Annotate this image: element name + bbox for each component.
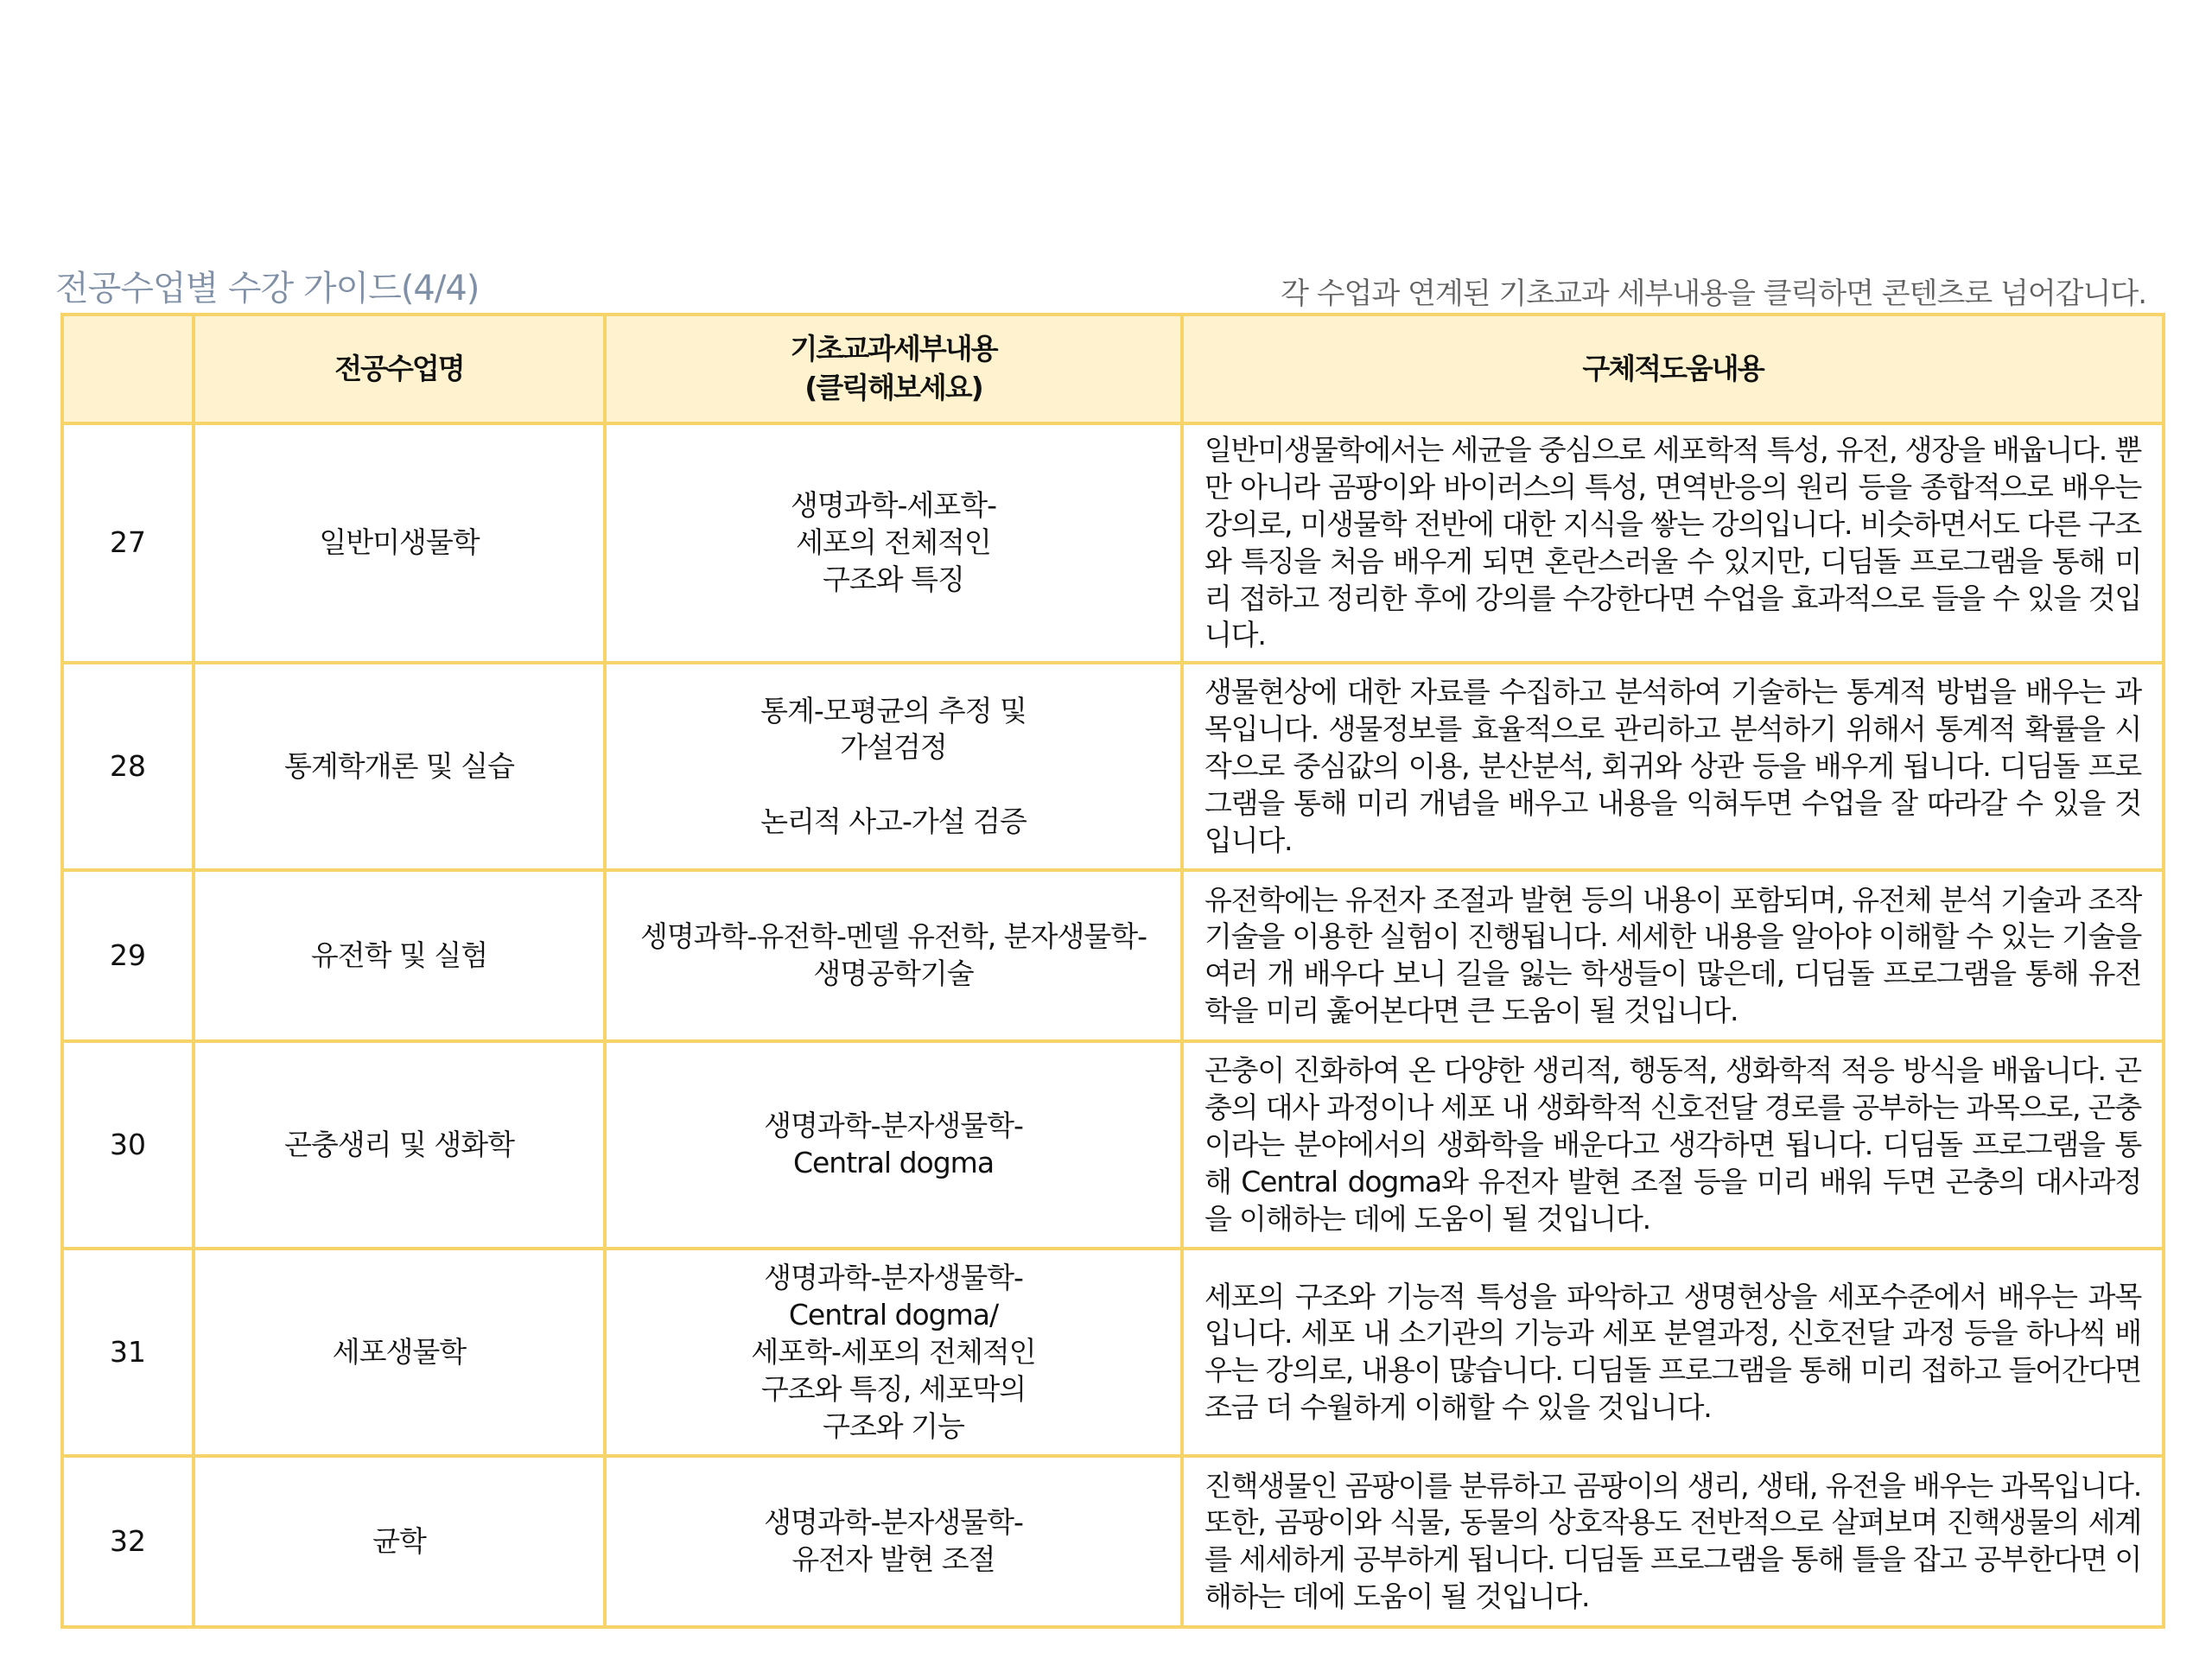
table-row [62,870,2164,1041]
detail-description: 진핵생물인 곰팡이를 분류하고 곰팡이의 생리, 생태, 유전을 배우는 과목입니다. 또한, 곰팡이와 식물, 동물의 상호작용도 전반적으로 살펴보며 진핵생물의 세계를 세세하게 공부하게 됩니다. 디딤돌 프로그램을 통해 틀을 잡고 공부한다면 이해하는 데에 도움이 될 것입니다. [1182,1456,2164,1627]
detail-description: 세포의 구조와 기능적 특성을 파악하고 생명현상을 세포수준에서 배우는 과목입니다. 세포 내 소기관의 기능과 세포 분열과정, 신호전달 과정 등을 하나씩 배우는 강의로, 내용이 많습니다. 디딤돌 프로그램을 통해 미리 접하고 들어간다면 조금 더 수월하게 이해할 수 있을 것입니다. [1182,1249,2164,1456]
detail-description: 생물현상에 대한 자료를 수집하고 분석하여 기술하는 통계적 방법을 배우는 과목입니다. 생물정보를 효율적으로 관리하고 분석하기 위해서 통계적 확률을 시작으로 중심값의 이용, 분산분석, 회귀와 상관 등을 배우게 됩니다. 디딤돌 프로그램을 통해 미리 개념을 배우고 내용을 익혀두면 수업을 잘 따라갈 수 있을 것입니다. [1182,663,2164,870]
basic-content-header-hint: (클릭해보세요) [804,371,982,404]
course-name: 유전학 및 실험 [194,870,605,1041]
basic-content-link[interactable]: 생명과학-분자생물학- Central dogma [605,1041,1182,1249]
row-number: 30 [62,1041,194,1249]
basic-content-header-label: 기초교과세부내용 [790,332,997,366]
table-row [62,1249,2164,1456]
course-name: 세포생물학 [194,1249,605,1456]
basic-content-link[interactable]: 생명과학-세포학- 세포의 전체적인 구조와 특징 [605,423,1182,663]
basic-content-column-header [605,315,1182,423]
row-number: 32 [62,1456,194,1627]
detail-description: 일반미생물학에서는 세균을 중심으로 세포학적 특성, 유전, 생장을 배웁니다. 뿐만 아니라 곰팡이와 바이러스의 특성, 면역반응의 원리 등을 종합적으로 배우는 강의로, 미생물학 전반에 대한 지식을 쌓는 강의입니다. 비슷하면서도 다른 구조와 특징을 처음 배우게 되면 혼란스러울 수 있지만, 디딤돌 프로그램을 통해 미리 접하고 정리한 후에 강의를 수강한다면 수업을 효과적으로 들을 수 있을 것입니다. [1182,423,2164,663]
row-number: 27 [62,423,194,663]
course-guide-table [60,313,2165,1629]
basic-content-link[interactable]: 셍명과학-유전학-멘델 유전학, 분자생물학- 생명공학기술 [605,870,1182,1041]
instruction-note: 각 수업과 연계된 기초교과 세부내용을 클릭하면 콘텐츠로 넘어갑니다. [1281,276,2146,311]
table-row [62,1456,2164,1627]
detail-description: 유전학에는 유전자 조절과 발현 등의 내용이 포함되며, 유전체 분석 기술과 조작 기술을 이용한 실험이 진행됩니다. 세세한 내용을 알아야 이해할 수 있는 기술을 여러 개 배우다 보니 길을 잃는 학생들이 많은데, 디딤돌 프로그램을 통해 유전학을 미리 훑어본다면 큰 도움이 될 것입니다. [1182,870,2164,1041]
table-row [62,1041,2164,1249]
course-name: 곤충생리 및 생화학 [194,1041,605,1249]
row-number: 28 [62,663,194,870]
course-name: 통계학개론 및 실습 [194,663,605,870]
page-title: 전공수업별 수강 가이드(4/4) [55,269,480,308]
table-row [62,423,2164,663]
course-name-column-header: 전공수업명 [194,315,605,423]
row-number: 31 [62,1249,194,1456]
course-name: 일반미생물학 [194,423,605,663]
row-number: 29 [62,870,194,1041]
table-header-row [62,315,2164,423]
table-row [62,663,2164,870]
basic-content-link[interactable]: 생명과학-분자생물학- Central dogma/ 세포학-세포의 전체적인 구조와 특징, 세포막의 구조와 기능 [605,1249,1182,1456]
basic-content-link[interactable]: 통계-모평균의 추정 및 가설검정 논리적 사고-가설 검증 [605,663,1182,870]
basic-content-link[interactable]: 생명과학-분자생물학- 유전자 발현 조절 [605,1456,1182,1627]
detail-description: 곤충이 진화하여 온 다양한 생리적, 행동적, 생화학적 적응 방식을 배웁니다. 곤충의 대사 과정이나 세포 내 생화학적 신호전달 경로를 공부하는 과목으로, 곤충이라는 분야에서의 생화학을 배운다고 생각하면 됩니다. 디딤돌 프로그램을 통해 Central dogma와 유전자 발현 조절 등을 미리 배워 두면 곤충의 대사과정을 이해하는 데에 도움이 될 것입니다. [1182,1041,2164,1249]
number-column-header [62,315,194,423]
detail-column-header: 구체적도움내용 [1182,315,2164,423]
course-name: 균학 [194,1456,605,1627]
